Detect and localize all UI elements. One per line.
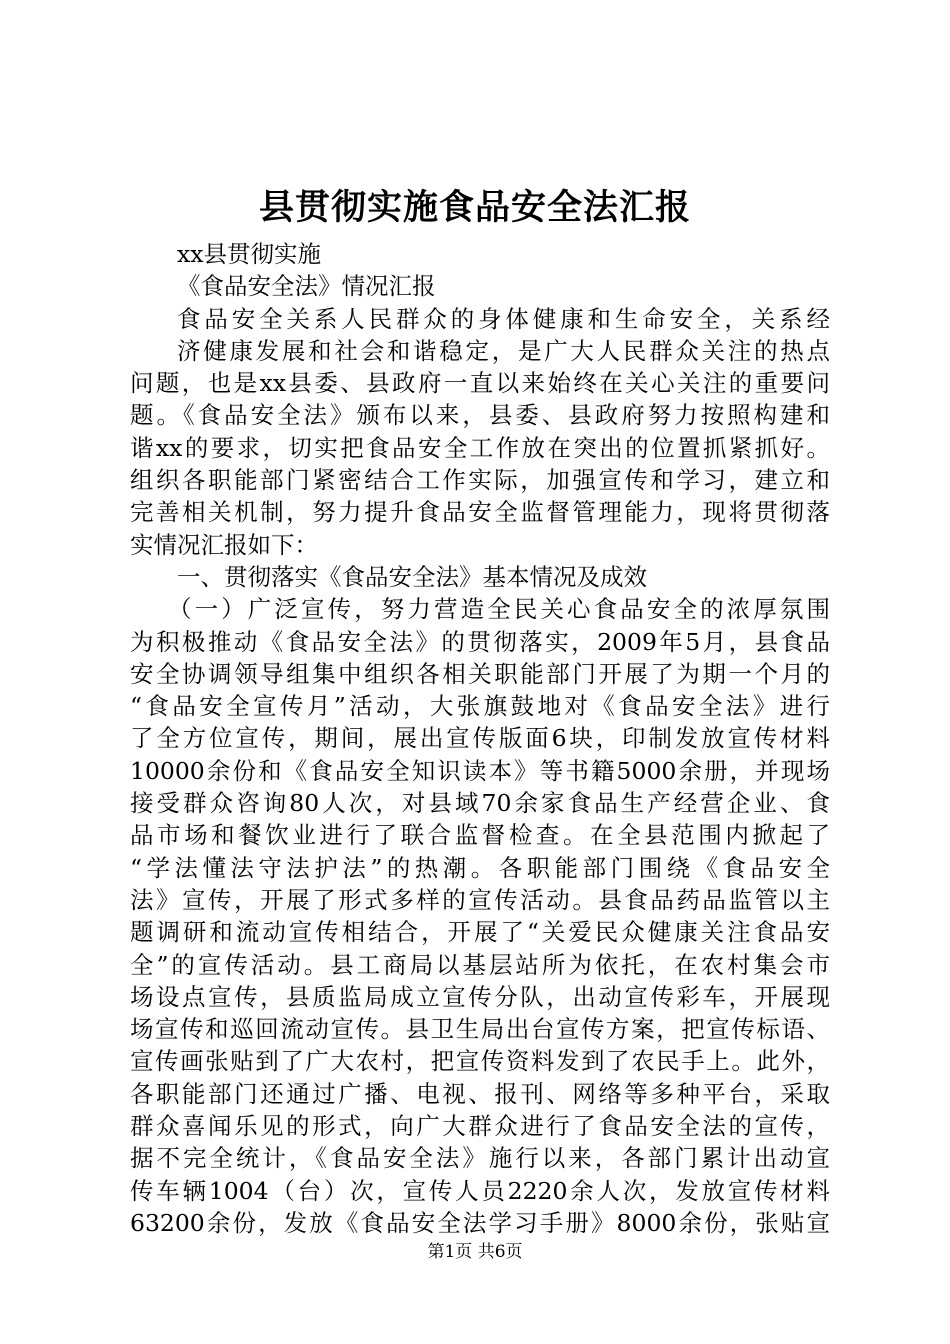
body-line: 食品安全关系人民群众的身体健康和生命安全，关系经 <box>177 304 830 333</box>
body-line: 接受群众咨询80人次，对县域70余家食品生产经营企业、食 <box>130 789 830 818</box>
body-line: 组织各职能部门紧密结合工作实际，加强宣传和学习，建立和 <box>130 466 830 495</box>
body-line: 《食品安全法》情况汇报 <box>177 272 436 301</box>
body-line: 实情况汇报如下： <box>130 530 318 559</box>
page-footer: 第1页 共6页 <box>427 1242 523 1262</box>
body-line: 10000余份和《食品安全知识读本》等书籍5000余册，并现场 <box>130 756 830 785</box>
body-line: 据不完全统计，《食品安全法》施行以来，各部门累计出动宣 <box>130 1144 830 1173</box>
body-line: 场宣传和巡回流动宣传。县卫生局出台宣传方案，把宣传标语、 <box>130 1015 830 1044</box>
body-line: 完善相关机制，努力提升食品安全监督管理能力，现将贯彻落 <box>130 498 830 527</box>
section-heading: 一、贯彻落实《食品安全法》基本情况及成效 <box>177 562 647 591</box>
body-line: 63200余份，发放《食品安全法学习手册》8000余份，张贴宣 <box>130 1208 830 1237</box>
body-line: 安全协调领导组集中组织各相关职能部门开展了为期一个月的 <box>130 659 830 688</box>
body-line: 传车辆1004（台）次，宣传人员2220余人次，发放宣传材料 <box>130 1176 830 1205</box>
body-line: 全”的宣传活动。县工商局以基层站所为依托，在农村集会市 <box>130 950 830 979</box>
body-line: 为积极推动《食品安全法》的贯彻落实，2009年5月，县食品 <box>130 627 830 656</box>
body-line: 问题，也是xx县委、县政府一直以来始终在关心关注的重要问 <box>130 369 830 398</box>
body-line: 各职能部门还通过广播、电视、报刊、网络等多种平台，采取 <box>130 1079 830 1108</box>
body-line: “食品安全宣传月”活动，大张旗鼓地对《食品安全法》进行 <box>130 692 830 721</box>
body-line: 题调研和流动宣传相结合，开展了“关爱民众健康关注食品安 <box>130 918 830 947</box>
document-body <box>130 238 830 1239</box>
body-line: 宣传画张贴到了广大农村，把宣传资料发到了农民手上。此外， <box>130 1047 830 1076</box>
document-title: 县贯彻实施食品安全法汇报 <box>258 187 691 228</box>
body-line: 题。《食品安全法》颁布以来，县委、县政府努力按照构建和 <box>130 401 830 430</box>
subsection-heading: （一）广泛宣传，努力营造全民关心食品安全的浓厚氛围 <box>168 595 830 624</box>
body-line: 谐xx的要求，切实把食品安全工作放在突出的位置抓紧抓好。 <box>130 433 830 462</box>
body-line: 品市场和餐饮业进行了联合监督检查。在全县范围内掀起了 <box>130 821 830 850</box>
body-line: 法》宣传，开展了形式多样的宣传活动。县食品药品监管以主 <box>130 885 830 914</box>
body-line: 场设点宣传，县质监局成立宣传分队，出动宣传彩车，开展现 <box>130 982 830 1011</box>
body-line: “学法懂法守法护法”的热潮。各职能部门围绕《食品安全 <box>130 853 830 882</box>
body-line: xx县贯彻实施 <box>177 240 322 268</box>
body-line: 济健康发展和社会和谐稳定，是广大人民群众关注的热点 <box>177 336 830 365</box>
body-line: 了全方位宣传，期间，展出宣传版面6块，印制发放宣传材料 <box>130 724 830 753</box>
body-line: 群众喜闻乐见的形式，向广大群众进行了食品安全法的宣传， <box>130 1112 830 1141</box>
